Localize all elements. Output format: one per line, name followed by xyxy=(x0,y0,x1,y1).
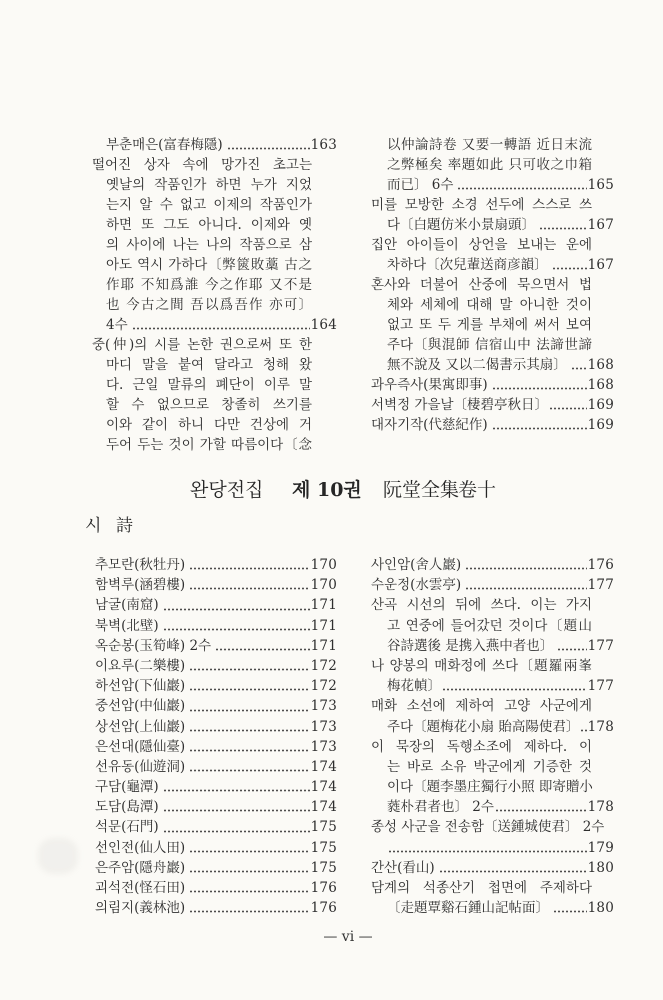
entry-line: 以仲論詩卷 又要一轉語 近日末流 xyxy=(387,137,592,153)
dot-leader xyxy=(189,709,309,712)
dot-leader xyxy=(163,608,310,611)
volume-hanja-number: 卷十 xyxy=(458,479,497,501)
toc-entry-last-line xyxy=(371,676,614,696)
entry-line: 없고 또 두 게를 부채에 써서 보여 xyxy=(387,317,592,333)
entry-line: 떨어진 상자 속에 망가진 초고는 xyxy=(92,157,312,173)
dot-leader xyxy=(189,567,309,570)
entry-title: 谷詩選後 是携入燕中者也〕 xyxy=(387,637,554,654)
dot-leader xyxy=(557,648,586,651)
entry-line: 는 바로 소유 박군에게 기증한 것 xyxy=(387,758,592,775)
entry-line: 두어 두는 것이 가할 따름이다〔念 xyxy=(106,437,312,453)
entry-line: 마디 말을 붙여 달라고 청해 왔 xyxy=(106,357,312,373)
dot-leader xyxy=(189,910,309,913)
dot-leader xyxy=(439,870,587,873)
entry-title: 간산(看山) xyxy=(371,859,435,876)
page-number: 165 xyxy=(587,177,614,193)
toc-entry xyxy=(95,817,337,837)
entry-line: 아도 역시 가하다〔弊篋敗藁 古之 xyxy=(106,257,312,273)
page-number: 179 xyxy=(587,839,614,856)
page-number: 174 xyxy=(310,758,337,775)
page-number: 167 xyxy=(587,217,614,233)
toc-entry xyxy=(95,838,337,858)
page-number: 173 xyxy=(310,698,337,715)
toc-entry xyxy=(95,616,337,636)
dot-leader xyxy=(163,809,310,812)
page-number: 174 xyxy=(310,779,337,796)
toc-entry xyxy=(95,717,337,737)
entry-title: 蕤朴君者也〕 2수 xyxy=(387,799,494,816)
toc-entry xyxy=(95,636,337,656)
dot-leader xyxy=(580,729,586,732)
entry-line: 也 今古之間 吾以爲吾作 亦可〕 xyxy=(106,297,312,313)
dot-leader xyxy=(465,587,586,590)
page-number: 172 xyxy=(310,657,337,674)
entry-title: 추모란(秋牡丹) xyxy=(95,557,186,573)
dot-leader xyxy=(457,187,586,190)
page-number: 177 xyxy=(587,577,614,594)
dot-leader xyxy=(553,910,587,913)
toc-bottom-left-column xyxy=(95,555,337,918)
entry-line: 이와 같이 하니 다만 건상에 거 xyxy=(106,417,312,433)
section-hanja: 詩 xyxy=(116,516,133,536)
entry-title: 부춘매은(富春梅隱) xyxy=(106,137,223,153)
entry-title: 수운정(水雲亭) xyxy=(371,577,462,594)
entry-title: 은주암(隱舟巖) xyxy=(95,859,186,876)
page-number: 164 xyxy=(310,317,337,333)
page-number: 176 xyxy=(587,557,614,573)
entry-line: 의 사이에 나는 나의 작품으로 삼 xyxy=(106,237,312,253)
toc-entry xyxy=(371,395,614,415)
page-number: 176 xyxy=(310,900,337,917)
entry-title: 상선암(上仙巖) xyxy=(95,718,186,735)
page-number: 176 xyxy=(310,880,337,896)
section-korean: 시 xyxy=(85,516,102,536)
entry-title: 괴석전(怪石田) xyxy=(95,880,186,896)
entry-title: 차하다〔次兒輩送商彦韻〕 xyxy=(387,257,548,273)
toc-entry xyxy=(92,135,337,155)
toc-entry xyxy=(371,575,614,595)
entry-title: 서벽정 가을날〔棲碧亭秋日〕 xyxy=(371,397,549,413)
toc-entry xyxy=(95,757,337,777)
entry-line: 이 묵장의 독행소조에 제하다. 이 xyxy=(371,738,592,755)
page-number: 163 xyxy=(310,137,337,153)
page-footer-number: — vi — xyxy=(323,929,373,945)
entry-line: 혼사와 더불어 산중에 묵으면서 법 xyxy=(371,277,592,293)
page-number: 172 xyxy=(310,678,337,695)
dot-leader xyxy=(552,267,587,270)
dot-leader xyxy=(189,749,309,752)
entry-line: 이다〔題李墨庄獨行小照 即寄贈小 xyxy=(387,779,593,796)
page-number: 169 xyxy=(587,397,614,413)
toc-entry xyxy=(95,656,337,676)
dot-leader xyxy=(163,628,310,631)
dot-leader xyxy=(571,367,587,370)
entry-line: 할 수 없으므로 창졸히 쓰기를 xyxy=(106,397,312,413)
page-number: 178 xyxy=(587,718,614,735)
entry-title: 옥순봉(玉筍峰) 2수 xyxy=(95,637,212,654)
toc-bottom-right-column xyxy=(371,555,614,918)
page-number: 170 xyxy=(310,577,337,594)
entry-line: 중(仲)의 시를 논한 권으로써 또 한 xyxy=(92,337,312,353)
dot-leader xyxy=(495,809,587,812)
page-number: 171 xyxy=(310,597,337,614)
entry-line: 미를 모방한 소경 선두에 스스로 쓰 xyxy=(371,197,592,213)
dot-leader xyxy=(465,567,586,570)
entry-title: 함벽루(涵碧樓) xyxy=(95,577,186,594)
entry-line: 나 양봉의 매화정에 쓰다〔題羅兩峯 xyxy=(371,657,592,674)
volume-korean-title: 완당전집 xyxy=(190,479,264,501)
toc-top-left-column xyxy=(92,135,337,455)
toc-entry-last-line xyxy=(371,175,614,195)
page-number: 171 xyxy=(310,617,337,634)
page-number: 177 xyxy=(587,637,614,654)
dot-leader xyxy=(442,688,587,691)
entry-title: 無不說及 又以二偈書示其扇〕 xyxy=(387,357,567,373)
entry-title: 대자기작(代慈紀作) xyxy=(371,417,488,433)
entry-title: 〔走題覃谿石鍾山記帖面〕 xyxy=(387,900,549,917)
entry-title: 주다〔題梅花小扇 貽高陽使君〕 xyxy=(387,718,580,735)
toc-entry xyxy=(371,858,614,878)
page-number: 175 xyxy=(310,839,337,856)
toc-entry xyxy=(95,898,337,918)
entry-title: 구담(龜潭) xyxy=(95,779,159,796)
toc-entry xyxy=(95,575,337,595)
entry-line: 하면 또 그도 아니다. 이제와 옛 xyxy=(106,217,312,233)
entry-title: 4수 xyxy=(106,317,128,333)
entry-line: 옛날의 작품인가 하면 누가 지었 xyxy=(106,177,312,193)
entry-title: 의림지(義林池) xyxy=(95,900,186,917)
volume-number: 제 10권 xyxy=(292,479,362,501)
page-number: 180 xyxy=(587,859,614,876)
page-number: 178 xyxy=(587,799,614,816)
toc-entry-last-line xyxy=(371,898,614,918)
dot-leader xyxy=(189,587,309,590)
page-number: 180 xyxy=(587,900,614,917)
page-number: 177 xyxy=(587,678,614,695)
entry-title: 이요루(二樂樓) xyxy=(95,657,186,674)
toc-entry xyxy=(95,878,337,898)
scan-smudge xyxy=(38,838,78,874)
toc-top-right-column xyxy=(371,135,614,435)
entry-title: 은선대(隱仙臺) xyxy=(95,738,186,755)
page-number: 168 xyxy=(587,357,614,373)
toc-entry-last-line xyxy=(371,255,614,275)
entry-title: 梅花幀〕 xyxy=(387,678,441,695)
dot-leader xyxy=(227,147,310,150)
entry-line: 매화 소선에 제하여 고양 사군에게 xyxy=(371,698,592,715)
entry-line: 주다〔與混師 信宿山中 法諦世諦 xyxy=(387,337,592,353)
entry-title: 而已〕 6수 xyxy=(387,177,454,193)
entry-line: 산곡 시선의 뒤에 쓰다. 이는 가지 xyxy=(371,597,592,614)
dot-leader xyxy=(189,769,309,772)
entry-line: 다. 근일 말류의 폐단이 이루 말 xyxy=(106,377,312,393)
page-number: 170 xyxy=(310,557,337,573)
dot-leader xyxy=(549,407,587,410)
entry-title: 도담(島潭) xyxy=(95,799,159,816)
entry-title: 북벽(北壁) xyxy=(95,617,159,634)
toc-entry xyxy=(95,777,337,797)
entry-line: 담계의 석종산기 첩면에 주제하다 xyxy=(371,880,592,896)
entry-line: 종성 사군을 전송함〔送鍾城使君〕 2수 xyxy=(371,819,605,836)
page-number: 174 xyxy=(310,799,337,816)
page-number: 168 xyxy=(587,377,614,393)
toc-entry xyxy=(95,696,337,716)
dot-leader xyxy=(189,890,309,893)
dot-leader xyxy=(492,427,587,430)
entry-line: 作耶 不知爲誰 今之作耶 又不是 xyxy=(106,277,312,293)
page-number: 175 xyxy=(310,819,337,836)
toc-entry xyxy=(95,555,337,575)
toc-entry-last-line xyxy=(371,717,614,737)
dot-leader xyxy=(539,227,587,230)
entry-title: 하선암(下仙巖) xyxy=(95,678,186,695)
dot-leader xyxy=(132,327,310,330)
volume-hanja-title: 阮堂全集 xyxy=(383,479,460,501)
page-number: 167 xyxy=(587,257,614,273)
page-number: 171 xyxy=(310,637,337,654)
toc-entry xyxy=(95,797,337,817)
toc-entry xyxy=(371,415,614,435)
dot-leader xyxy=(189,870,309,873)
toc-entry-last-line xyxy=(371,797,614,817)
entry-title: 선인전(仙人田) xyxy=(95,839,186,856)
page-number: 175 xyxy=(310,859,337,876)
dot-leader xyxy=(388,850,587,853)
dot-leader xyxy=(163,789,310,792)
toc-entry-last-line xyxy=(371,355,614,375)
toc-entry-last-line xyxy=(371,838,614,858)
dot-leader xyxy=(215,648,310,651)
entry-line: 집안 아이들이 상언을 보내는 운에 xyxy=(371,237,592,253)
toc-entry-last-line xyxy=(92,315,337,335)
page-number: 169 xyxy=(587,417,614,433)
toc-entry-last-line xyxy=(371,636,614,656)
page-number: 173 xyxy=(310,738,337,755)
entry-title: 선유동(仙遊洞) xyxy=(95,758,186,775)
entry-line: 체와 세체에 대해 말 아니한 것이 xyxy=(387,297,592,313)
dot-leader xyxy=(189,850,309,853)
toc-entry-last-line xyxy=(371,215,614,235)
entry-title: 남굴(南窟) xyxy=(95,597,159,614)
dot-leader xyxy=(189,729,309,732)
entry-line: 는지 알 수 없고 이제의 작품인가 xyxy=(106,197,312,213)
page-number: 173 xyxy=(310,718,337,735)
toc-entry xyxy=(371,555,614,575)
dot-leader xyxy=(189,688,309,691)
toc-entry xyxy=(95,737,337,757)
entry-title: 사인암(舍人巖) xyxy=(371,557,462,573)
toc-entry xyxy=(95,595,337,615)
entry-line: 之弊極矣 率題如此 只可收之巾箱 xyxy=(387,157,592,173)
dot-leader xyxy=(189,668,309,671)
entry-title: 과우즉사(果寓即事) xyxy=(371,377,488,393)
entry-title: 석문(石門) xyxy=(95,819,159,836)
toc-entry xyxy=(95,858,337,878)
dot-leader xyxy=(492,387,587,390)
toc-entry xyxy=(95,676,337,696)
toc-entry xyxy=(371,375,614,395)
entry-title: 중선암(中仙巖) xyxy=(95,698,186,715)
entry-title: 다〔白題仿米小景扇頭〕 xyxy=(387,217,536,233)
dot-leader xyxy=(163,830,310,833)
entry-line: 고 연중에 들어갔던 것이다〔題山 xyxy=(387,617,592,634)
